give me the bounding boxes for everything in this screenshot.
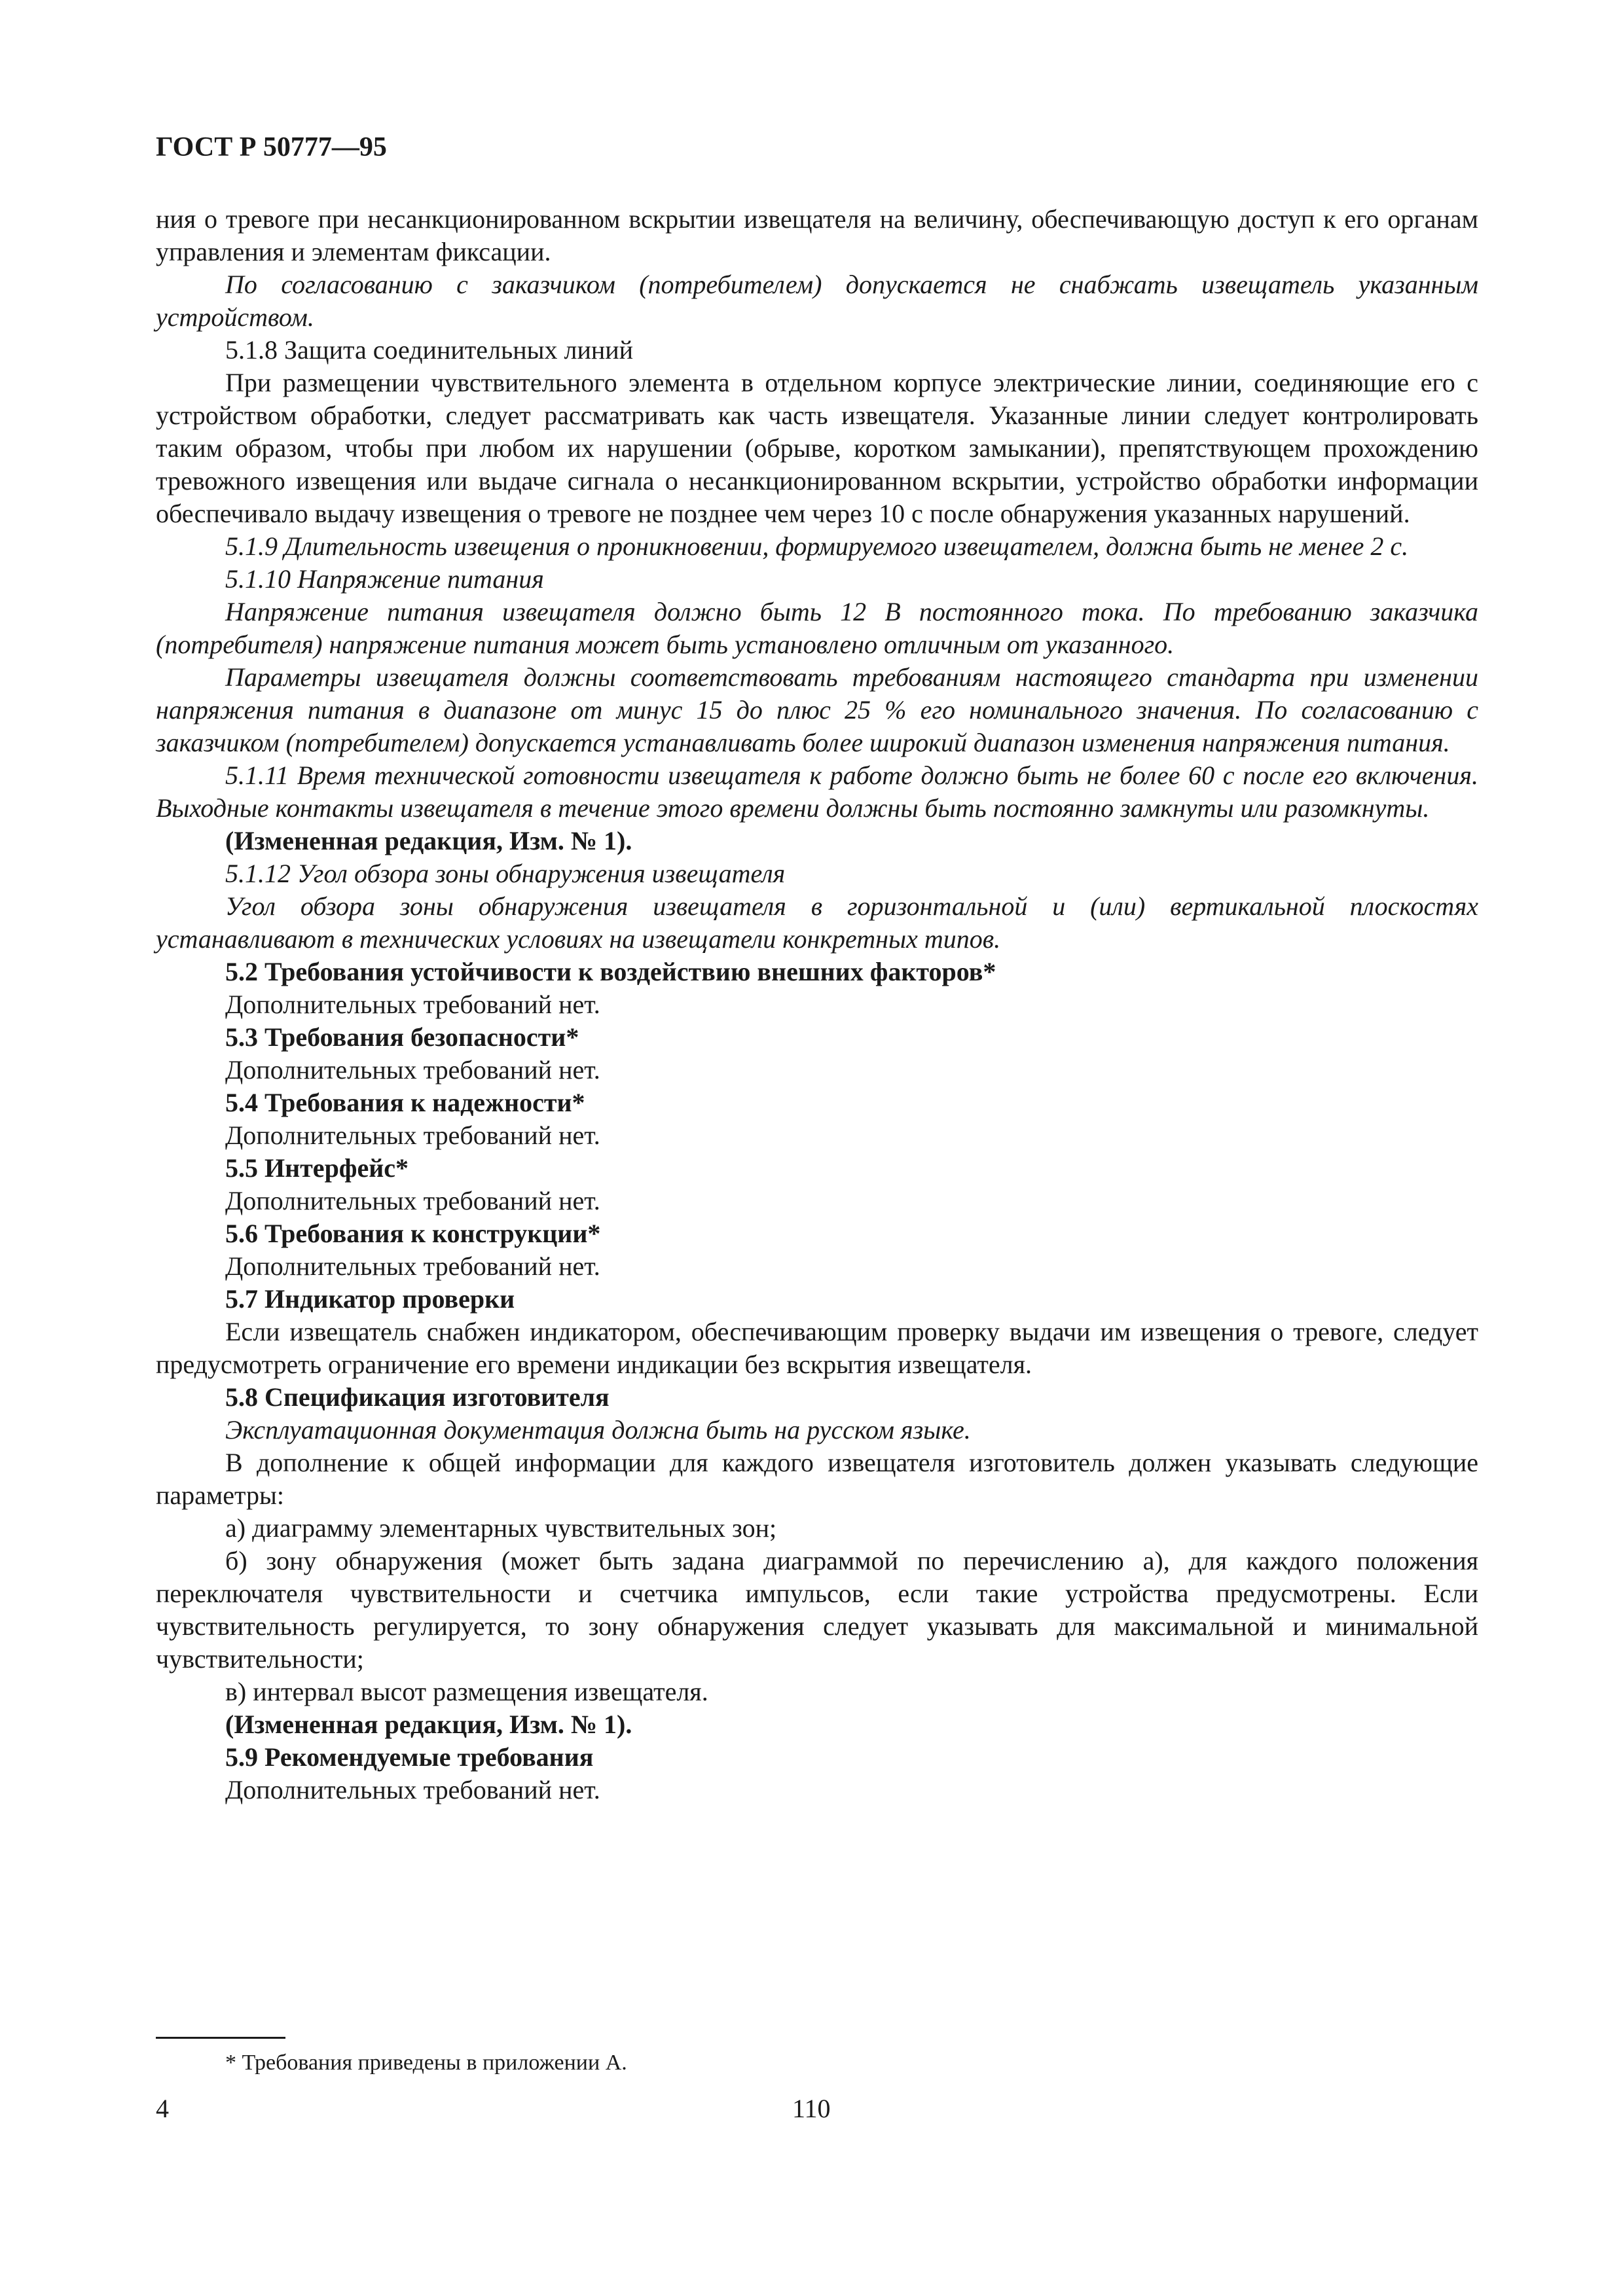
paragraph: По согласованию с заказчиком (потребителем) допускается не снабжать извещатель указанным устройством. [156,270,1478,332]
paragraph: Дополнительных требований нет. [225,1055,600,1085]
paragraph: в) интервал высот размещения извещателя. [225,1677,708,1707]
paragraph: В дополнение к общей информации для каждого извещателя изготовитель должен указывать следующие параметры: [156,1448,1478,1511]
paragraph: Угол обзора зоны обнаружения извещателя в горизонтальной и (или) вертикальной плоскостях устанавливают в технических условиях на извещатели конкретных типов. [156,891,1478,954]
paragraph: ния о тревоге при несанкционированном вскрытии извещателя на величину, обеспечивающую доступ к его органам управления и элементам фиксации. [156,204,1478,267]
paragraph: Если извещатель снабжен индикатором, обеспечивающим проверку выдачи им извещения о тревоге, следует предусмотреть ограничение его времени индикации без вскрытия извещателя. [156,1317,1478,1380]
paragraph: Дополнительных требований нет. [225,1775,600,1805]
paragraph: 5.5 Интерфейс* [225,1153,409,1183]
paragraph: а) диаграмму элементарных чувствительных зон; [225,1513,777,1543]
paragraph: б) зону обнаружения (может быть задана диаграммой по перечислению а), для каждого положения переключателя чувствительности и счетчика импульсов, если такие устройства предусмотрены. Если чувствительность регулируется, то зону обнаружения следует указывать для максимальной и минимальной чувствительности; [156,1546,1478,1674]
paragraph: 5.3 Требования безопасности* [225,1022,579,1052]
paragraph: Дополнительных требований нет. [225,1251,600,1282]
paragraph: Эксплуатационная документация должна быть на русском языке. [225,1415,971,1445]
paragraph: 5.1.12 Угол обзора зоны обнаружения извещателя [225,859,786,889]
paragraph: Дополнительных требований нет. [225,990,600,1020]
paragraph: 5.1.11 Время технической готовности извещателя к работе должно быть не более 60 с после его включения. Выходные контакты извещателя в течение этого времени должны быть постоянно замкнуты или разомкнуты. [156,761,1478,823]
paragraph: 5.1.9 Длительность извещения о проникновении, формируемого извещателем, должна быть не менее 2 с. [225,531,1409,562]
paragraph: Напряжение питания извещателя должно быть 12 В постоянного тока. По требованию заказчика (потребителя) напряжение питания может быть установлено отличным от указанного. [156,597,1478,660]
paragraph: 5.8 Спецификация изготовителя [225,1382,610,1412]
paragraph: 5.2 Требования устойчивости к воздействию внешних факторов* [225,957,996,987]
footnote-divider [156,2037,285,2039]
paragraph: При размещении чувствительного элемента в отдельном корпусе электрические линии, соединяющие его с устройством обработки, следует рассматривать как часть извещателя. Указанные линии следует контролировать таким образом, чтобы при любом их нарушении (обрыве, коротком замыкании), препятствующем прохождению тревожного извещения или выдаче сигнала о несанкционированном вскрытии, устройство обработки информации обеспечивало выдачу извещения о тревоге не позднее чем через 10 с после обнаружения указанных нарушений. [156,368,1478,529]
page-number-left: 4 [156,2094,169,2123]
paragraph: 5.6 Требования к конструкции* [225,1219,601,1249]
document-header: ГОСТ Р 50777—95 [156,132,387,162]
paragraph: 5.1.10 Напряжение питания [225,564,544,594]
footnote: * Требования приведены в приложении А. [225,2051,627,2075]
paragraph: Дополнительных требований нет. [225,1186,600,1216]
page-number-center: 110 [792,2094,831,2123]
paragraph: 5.4 Требования к надежности* [225,1088,585,1118]
paragraph: 5.1.8 Защита соединительных линий [225,335,634,365]
paragraph: Параметры извещателя должны соответствовать требованиям настоящего стандарта при изменении напряжения питания в диапазоне от минус 15 до плюс 25 % его номинального значения. По согласованию с заказчиком (потребителем) допускается устанавливать более широкий диапазон изменения напряжения питания. [156,662,1478,758]
paragraph: 5.9 Рекомендуемые требования [225,1742,594,1772]
document-page [156,131,1478,1806]
paragraph: (Измененная редакция, Изм. № 1). [225,1710,632,1740]
document-body [156,203,1478,1806]
paragraph: 5.7 Индикатор проверки [225,1284,515,1314]
paragraph: Дополнительных требований нет. [225,1121,600,1151]
paragraph: (Измененная редакция, Изм. № 1). [225,826,632,856]
